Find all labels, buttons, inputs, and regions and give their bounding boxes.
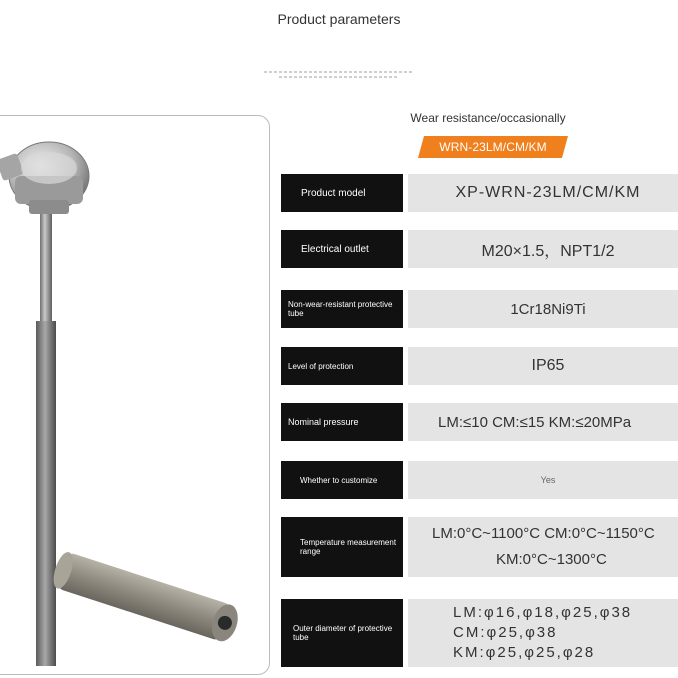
param-value: LM:≤10 CM:≤15 KM:≤20MPa bbox=[408, 403, 678, 441]
param-value: IP65 bbox=[408, 347, 678, 385]
param-row-temperature-range bbox=[281, 517, 678, 577]
param-label: Electrical outlet bbox=[281, 230, 403, 268]
param-row-protective-tube-material bbox=[281, 290, 678, 328]
badge-label: WRN-23LM/CM/KM bbox=[439, 140, 547, 154]
param-label: Outer diameter of protective tube bbox=[281, 599, 403, 667]
param-row-customize bbox=[281, 461, 678, 499]
param-label: Product model bbox=[281, 174, 403, 212]
param-value: M20×1.5，NPT1/2 bbox=[408, 230, 678, 268]
param-row-outer-diameter bbox=[281, 599, 678, 667]
param-value-line: LM:φ16,φ18,φ25,φ38 bbox=[453, 604, 633, 621]
param-value: 1Cr18Ni9Ti bbox=[408, 290, 678, 328]
param-label: Non-wear-resistant protective tube bbox=[281, 290, 403, 328]
product-photo bbox=[0, 115, 270, 675]
param-row-electrical-outlet bbox=[281, 230, 678, 268]
param-row-nominal-pressure bbox=[281, 403, 678, 441]
decorative-subtitle-line bbox=[264, 68, 414, 78]
param-row-product-model bbox=[281, 174, 678, 212]
param-value: XP-WRN-23LM/CM/KM bbox=[408, 174, 678, 212]
param-value bbox=[408, 517, 678, 577]
param-label: Temperature measurement range bbox=[281, 517, 403, 577]
thermocouple-image bbox=[0, 116, 269, 674]
wear-note: Wear resistance/occasionally bbox=[410, 111, 566, 125]
param-value-line: KM:φ25,φ25,φ28 bbox=[453, 644, 596, 661]
param-label: Nominal pressure bbox=[281, 403, 403, 441]
param-label: Level of protection bbox=[281, 347, 403, 385]
page-title: Product parameters bbox=[277, 11, 401, 27]
param-value-line: KM:0°C~1300°C bbox=[496, 551, 607, 568]
model-badge bbox=[418, 136, 568, 158]
param-value bbox=[408, 599, 678, 667]
param-value-line: CM:φ25,φ38 bbox=[453, 624, 558, 641]
param-value-line: LM:0°C~1100°C CM:0°C~1150°C bbox=[432, 525, 655, 542]
param-label: Whether to customize bbox=[281, 461, 403, 499]
param-row-protection-level bbox=[281, 347, 678, 385]
param-value: Yes bbox=[408, 461, 678, 499]
